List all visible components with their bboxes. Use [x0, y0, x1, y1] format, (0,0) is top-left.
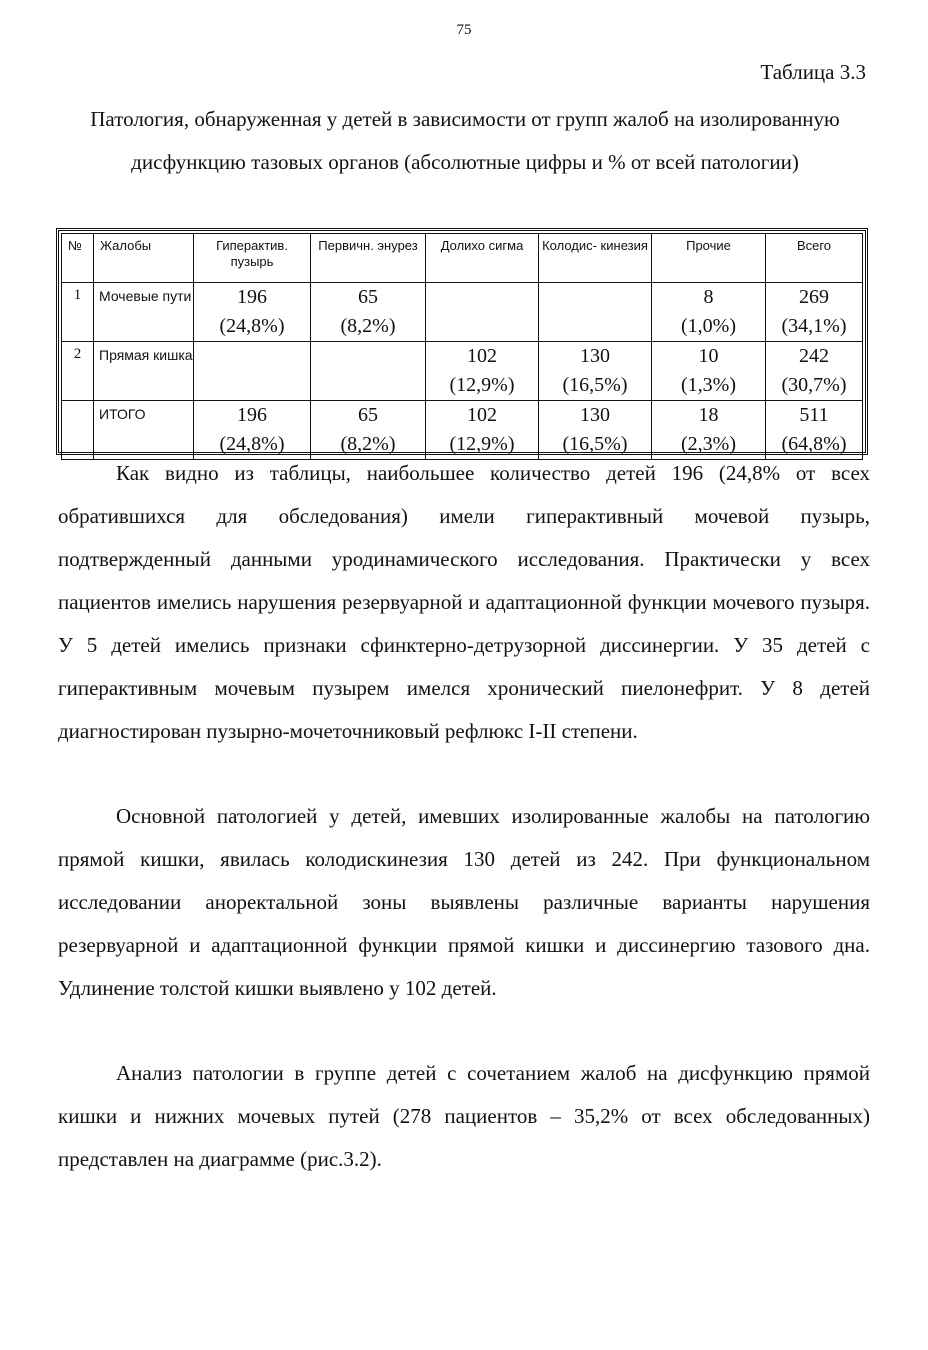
table-cell: 65 (8,2%) — [311, 283, 426, 342]
table-cell — [539, 283, 652, 342]
table-cell: 242 (30,7%) — [766, 342, 863, 401]
row-number: 2 — [62, 342, 94, 401]
table-cell — [311, 342, 426, 401]
table-cell: 196 (24,8%) — [194, 401, 311, 460]
table-cell: 130 (16,5%) — [539, 401, 652, 460]
table-caption: Патология, обнаруженная у детей в зависимости от групп жалоб на изолированную дисфункцию тазовых органов (абсолютные цифры и % от всей патологии) — [90, 107, 840, 174]
body-paragraph: Как видно из таблицы, наибольшее количество детей 196 (24,8% от всех обратившихся для обследования) имели гиперактивный мочевой пузырь, подтвержденный данными уродинамического исследования. Практически у всех пациентов имелись нарушения резервуарной и адаптационной функции мочевого пузыря. У 5 детей имелись признаки сфинктерно-детрузорной диссинергии. У 35 детей с гиперактивным мочевым пузырем имелся хронический пиелонефрит. У 8 детей диагностирован пузырно-мочеточниковый рефлюкс I-II степени. — [58, 461, 870, 743]
body-paragraph: Анализ патологии в группе детей с сочетанием жалоб на дисфункцию прямой кишки и нижних мочевых путей (278 пациентов – 35,2% от всех обследованных) представлен на диаграмме (рис.3.2). — [58, 1061, 870, 1171]
col-header-enuresis: Первичн. энурез — [311, 234, 426, 283]
table-cell: 511 (64,8%) — [766, 401, 863, 460]
col-header-num: № — [62, 234, 94, 283]
body-paragraph: Основной патологией у детей, имевших изолированные жалобы на патологию прямой кишки, явилась колодискинезия 130 детей из 242. При функциональном исследовании аноректальной зоны выявлены различные варианты нарушения резервуарной и адаптационной функции прямой кишки и диссинергию тазового дна. Удлинение толстой кишки выявлено у 102 детей. — [58, 804, 870, 1000]
table-cell: 8 (1,0%) — [652, 283, 766, 342]
table-cell: 102 (12,9%) — [426, 342, 539, 401]
row-complaint: ИТОГО — [94, 401, 194, 460]
table-label: Таблица 3.3 — [760, 60, 866, 84]
col-header-total: Всего — [766, 234, 863, 283]
table-row-total — [62, 401, 863, 460]
table-cell: 102 (12,9%) — [426, 401, 539, 460]
col-header-colodyskinesia: Колодис- кинезия — [539, 234, 652, 283]
row-number: 1 — [62, 283, 94, 342]
row-number — [62, 401, 94, 460]
table-row — [62, 342, 863, 401]
table-cell — [194, 342, 311, 401]
col-header-other: Прочие — [652, 234, 766, 283]
col-header-dolichosigma: Долихо сигма — [426, 234, 539, 283]
table-cell: 65 (8,2%) — [311, 401, 426, 460]
data-table — [56, 228, 868, 455]
table-cell: 130 (16,5%) — [539, 342, 652, 401]
table-cell — [426, 283, 539, 342]
table-row — [62, 283, 863, 342]
table-cell: 196 (24,8%) — [194, 283, 311, 342]
col-header-overactive-bladder: Гиперактив. пузырь — [194, 234, 311, 283]
table-cell: 10 (1,3%) — [652, 342, 766, 401]
table-cell: 18 (2,3%) — [652, 401, 766, 460]
row-complaint: Прямая кишка — [94, 342, 194, 401]
col-header-complaints: Жалобы — [94, 234, 194, 283]
page-number: 75 — [456, 22, 472, 38]
table-header-row — [62, 234, 863, 283]
row-complaint: Мочевые пути — [94, 283, 194, 342]
table-cell: 269 (34,1%) — [766, 283, 863, 342]
